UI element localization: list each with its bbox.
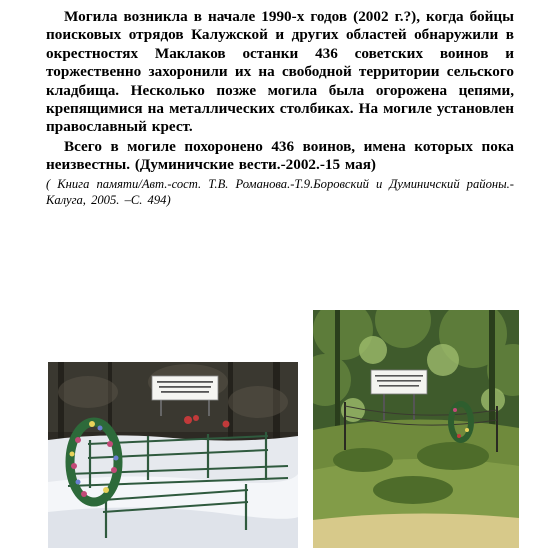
winter-grave-photo — [48, 362, 298, 548]
text-block — [46, 8, 514, 208]
paragraph-history: Могила возникла в начале 1990-х годов (2002 г.?), когда бойцы поисковых отрядов Калужской и других областей обнаружили в окрестностях Маклаков останки 436 советских воинов и торжественно захоронили их на свободной территории сельского кладбища. Несколько позже могила была огорожена цепями, крепящимися на металлических столбиках. На могиле установлен православный крест. — [46, 8, 514, 136]
summer-grave-photo — [313, 310, 519, 548]
paragraph-burial-count: Всего в могиле похоронено 436 воинов, имена которых пока неизвестны. (Думиничские вести.-2002.-15 мая) — [46, 137, 514, 174]
citation-source: ( Книга памяти/Авт.-сост. Т.В. Романова.-Т.9.Боровский и Думиничский районы.- Калуга, 2005. –С. 494) — [46, 176, 514, 208]
